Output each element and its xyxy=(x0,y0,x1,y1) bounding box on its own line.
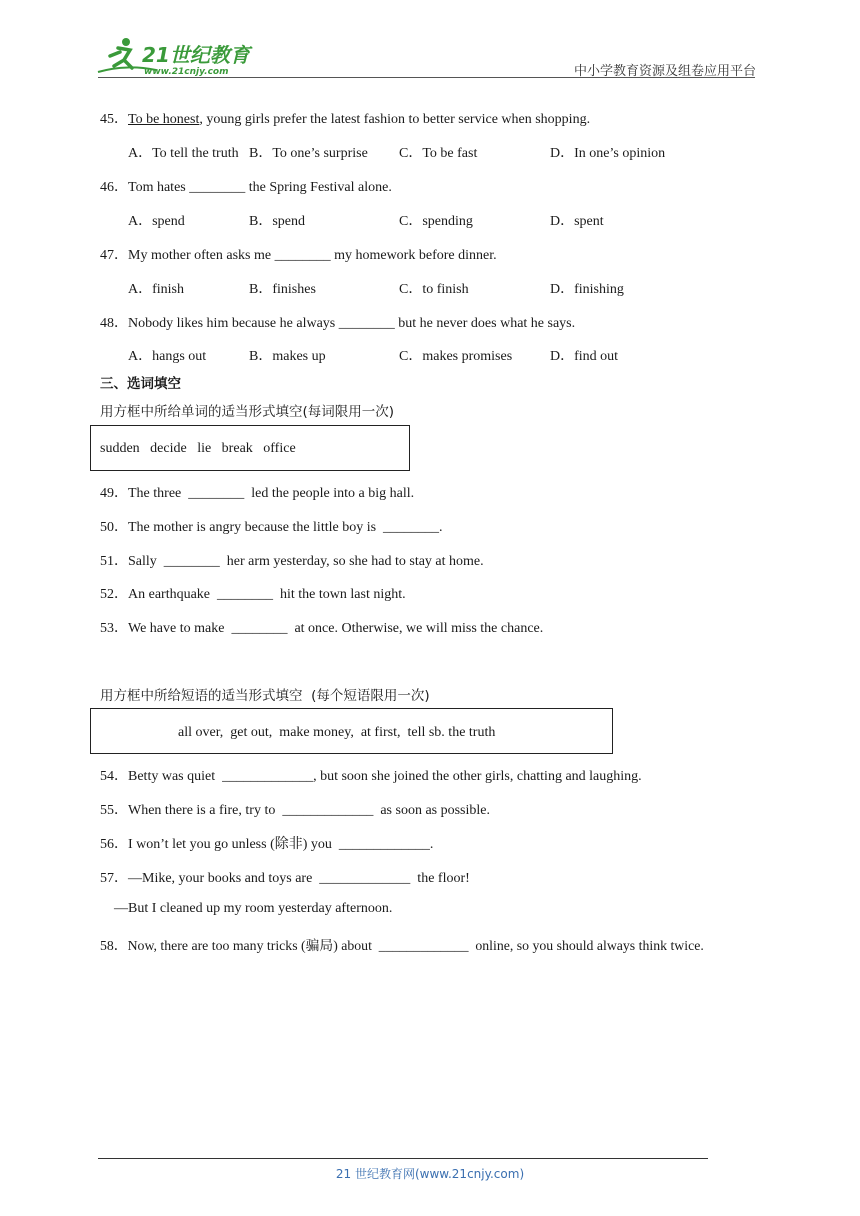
q45-option-a: A．To tell the truth xyxy=(128,146,239,161)
question-53: 53．We have to make ________ at once. Otherwise, we will miss the chance. xyxy=(100,621,544,636)
q46-option-d: D．spent xyxy=(550,214,604,229)
question-56: 56．I won’t let you go unless (除非) you _____________. xyxy=(100,837,434,852)
q47-option-c: C．to finish xyxy=(399,282,469,297)
question-58: 58．Now, there are too many tricks (骗局) about _____________ online, so you should always think twice. xyxy=(100,938,704,953)
q47-option-a: A．finish xyxy=(128,282,184,297)
question-52: 52．An earthquake ________ hit the town last night. xyxy=(100,587,406,602)
q48-option-c: C．makes promises xyxy=(399,349,513,364)
logo-url-text: www.21cnjy.com xyxy=(144,67,229,77)
q45-option-d: D．In one’s opinion xyxy=(550,146,666,161)
phrase-box-text: all over, get out, make money, at first, tell sb. the truth xyxy=(178,725,496,740)
question-57-reply: —But I cleaned up my room yesterday afternoon. xyxy=(114,901,393,916)
logo-main-text: 21世纪教育 xyxy=(142,43,250,67)
section-title: 三、选词填空 xyxy=(100,376,181,392)
instruction-phrases: 用方框中所给短语的适当形式填空 (每个短语限用一次) xyxy=(100,688,430,704)
question-51: 51．Sally ________ her arm yesterday, so she had to stay at home. xyxy=(100,554,484,569)
question-50: 50．The mother is angry because the little boy is ________. xyxy=(100,520,443,535)
question-49: 49．The three ________ led the people into a big hall. xyxy=(100,486,415,501)
question-54: 54．Betty was quiet _____________, but soon she joined the other girls, chatting and laughing. xyxy=(100,769,642,784)
q46-option-c: C．spending xyxy=(399,214,473,229)
question-45: 45．To be honest, young girls prefer the latest fashion to better service when shopping. xyxy=(100,112,591,127)
q48-option-d: D．find out xyxy=(550,349,619,364)
footer-divider xyxy=(98,1158,708,1159)
underlined-phrase: To be honest xyxy=(128,112,200,127)
q45-option-b: B．To one’s surprise xyxy=(249,146,368,161)
instruction-words: 用方框中所给单词的适当形式填空(每词限用一次) xyxy=(100,404,395,420)
q45-option-c: C．To be fast xyxy=(399,146,478,161)
footer-text: 21 世纪教育网(www.21cnjy.com) xyxy=(335,1167,525,1181)
question-46: 46．Tom hates ________ the Spring Festival alone. xyxy=(100,180,392,195)
question-47: 47．My mother often asks me ________ my homework before dinner. xyxy=(100,248,497,263)
question-55: 55．When there is a fire, try to _____________ as soon as possible. xyxy=(100,803,490,818)
q47-option-d: D．finishing xyxy=(550,282,624,297)
q48-option-a: A．hangs out xyxy=(128,349,207,364)
question-48: 48．Nobody likes him because he always ________ but he never does what he says. xyxy=(100,316,576,331)
q46-option-b: B．spend xyxy=(249,214,305,229)
platform-name: 中小学教育资源及组卷应用平台 xyxy=(573,64,756,79)
header-divider xyxy=(98,77,755,78)
q48-option-b: B．makes up xyxy=(249,349,326,364)
question-57: 57．—Mike, your books and toys are _____________ the floor! xyxy=(100,871,470,886)
word-box-text: sudden decide lie break office xyxy=(100,441,296,456)
q46-option-a: A．spend xyxy=(128,214,185,229)
q47-option-b: B．finishes xyxy=(249,282,316,297)
site-logo xyxy=(96,34,266,78)
